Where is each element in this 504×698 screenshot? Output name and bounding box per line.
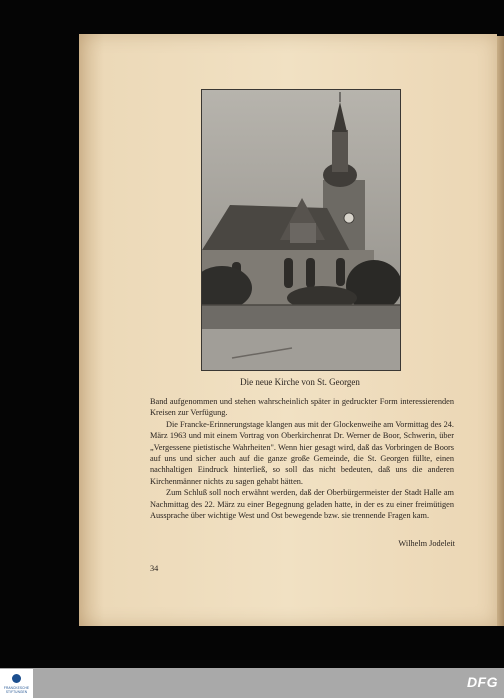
paragraph-2: Die Francke-Erinnerungstage klangen aus mit der Glockenweihe am Vormittag des 24. März 1963 und mit einem Vortrag von Oberkirchenrat Dr. Werner de Boor, Schwerin, über „Vergessene pietistische Wahrheiten". Wenn hier gesagt wird, daß das Vorbringen de Boors auf uns und sicher auch auf die ganze große Gemeinde, die St. Georgen füllte, einen nachhaltigen Eindruck hinterließ, so soll das nicht bedeuten, daß uns die anderen Kirchenmänner nichts zu sagen gehabt hätten. bbox=[150, 419, 454, 486]
franckesche-stiftungen-logo bbox=[0, 669, 33, 698]
page-edge bbox=[497, 36, 504, 626]
author-signature: Wilhelm Jodeleit bbox=[398, 539, 455, 548]
left-logo-text: FRANCKESCHE STIFTUNGEN bbox=[3, 686, 30, 694]
photo-caption: Die neue Kirche von St. Georgen bbox=[240, 377, 360, 387]
dfg-logo: DFG bbox=[466, 674, 498, 690]
page-number: 34 bbox=[150, 564, 159, 573]
viewer-footer-bar bbox=[0, 668, 504, 698]
book-page bbox=[79, 34, 497, 626]
paragraph-3: Zum Schluß soll noch erwähnt werden, daß der Oberbürgermeister der Stadt Halle am Nachmittag des 22. März zu einer Begegnung geladen hatte, in der es zu einer freimütigen Aussprache über wichtige West und Ost bewegende bzw. sie trennende Fragen kam. bbox=[150, 488, 454, 521]
body-text bbox=[150, 396, 454, 521]
church-photo bbox=[201, 89, 401, 371]
paragraph-1: Band aufgenommen und stehen wahrscheinlich später in gedruckter Form interessierenden Kreisen zur Verfügung. bbox=[150, 397, 454, 418]
logo-mark-icon bbox=[12, 674, 21, 683]
